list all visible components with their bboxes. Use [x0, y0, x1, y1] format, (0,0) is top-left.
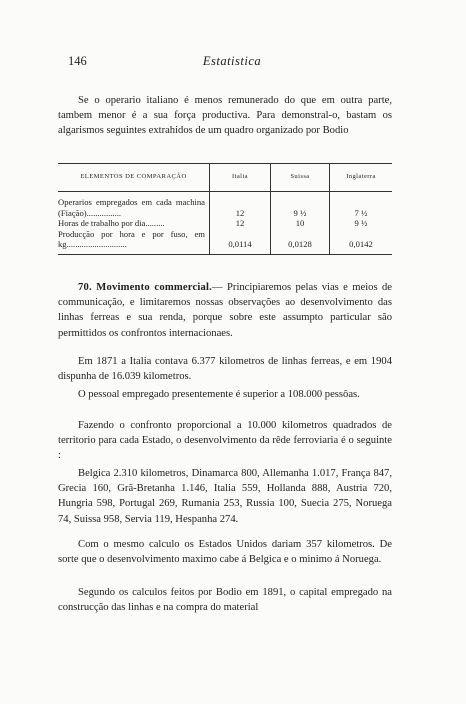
- row-label: Horas de trabalho por dia.........: [58, 218, 210, 229]
- running-title: Estatistica: [202, 54, 262, 68]
- section-number: 70.: [78, 282, 92, 293]
- comparison-table: [58, 163, 392, 255]
- cell-suissa: 9 ½: [271, 192, 330, 219]
- page-number: 146: [68, 54, 87, 68]
- cell-suissa: 10: [271, 218, 330, 229]
- cell-inglaterra: 0,0142: [330, 229, 393, 255]
- section-text: — Principiaremos pelas vias e meios de communicação, e limitaremos nossas observações ao desenvolvimento das linhas ferreas e sua renda, porque sobre este assumpto particular são permittidos os confrontos internacionaes.: [58, 282, 392, 339]
- cell-italia: 12: [210, 218, 271, 229]
- intro-paragraph: Se o operario italiano é menos remunerado do que em outra parte, tambem menor é a sua força productiva. Para demonstral-o, bastam os algarismos seguintes extrahidos de um quadro organizado por Bodio: [58, 95, 392, 137]
- cell-italia: 12: [210, 192, 271, 219]
- cell-inglaterra: 9 ½: [354, 218, 368, 228]
- paragraph: O pessoal empregado presentemente é superior a 108.000 pessôas.: [78, 389, 360, 400]
- row-label: Operarios empregados em cada machina (Fiação)................: [58, 192, 210, 219]
- paragraph: Fazendo o confronto proporcional a 10.000 kilometros quadrados de territorio para cada Estado, o desenvolvimento da rêde ferroviaria é o seguinte :: [58, 420, 392, 462]
- table-row: [58, 218, 392, 229]
- paragraph: Em 1871 a Italia contava 6.377 kilometros de linhas ferreas, e em 1904 dispunha de 16.039 kilometros.: [58, 356, 392, 383]
- paragraph: Segundo os calculos feitos por Bodio em 1891, o capital empregado na construcção das linhas e na compra do material: [58, 587, 392, 614]
- table-row: [58, 229, 392, 255]
- cell-suissa: 0,0128: [271, 229, 330, 255]
- cell-italia: 0,0114: [210, 229, 271, 255]
- row-label: Producção por hora e por fuso, em kg............................: [58, 229, 210, 255]
- column-header-italia: Italia: [210, 164, 271, 192]
- cell-inglaterra: 7 ½: [354, 207, 368, 218]
- column-header-suissa: Suissa: [271, 164, 330, 192]
- paragraph: Com o mesmo calculo os Estados Unidos dariam 357 kilometros. De sorte que o desenvolvimento maximo cabe á Belgica e o minimo á Noruega.: [58, 539, 392, 566]
- table-header-row: [58, 164, 392, 192]
- table-row: [58, 192, 392, 219]
- section-title: Movimento commercial.: [96, 282, 213, 293]
- paragraph: Belgica 2.310 kilometros, Dinamarca 800, Allemanha 1.017, França 847, Grecia 160, Grã-Bretanha 1.146, Italia 559, Hollanda 888, Austria 720, Hungria 598, Portugal 269, Rumania 253, Russia 100, Suecia 275, Noruega 74, Suissa 958, Servia 119, Hespanha 274.: [58, 468, 392, 525]
- page-header: [68, 54, 396, 70]
- section-paragraph: [58, 280, 392, 341]
- column-header-elements: ELEMENTOS DE COMPARAÇÃO: [58, 164, 210, 192]
- column-header-inglaterra: Inglaterra: [330, 164, 393, 192]
